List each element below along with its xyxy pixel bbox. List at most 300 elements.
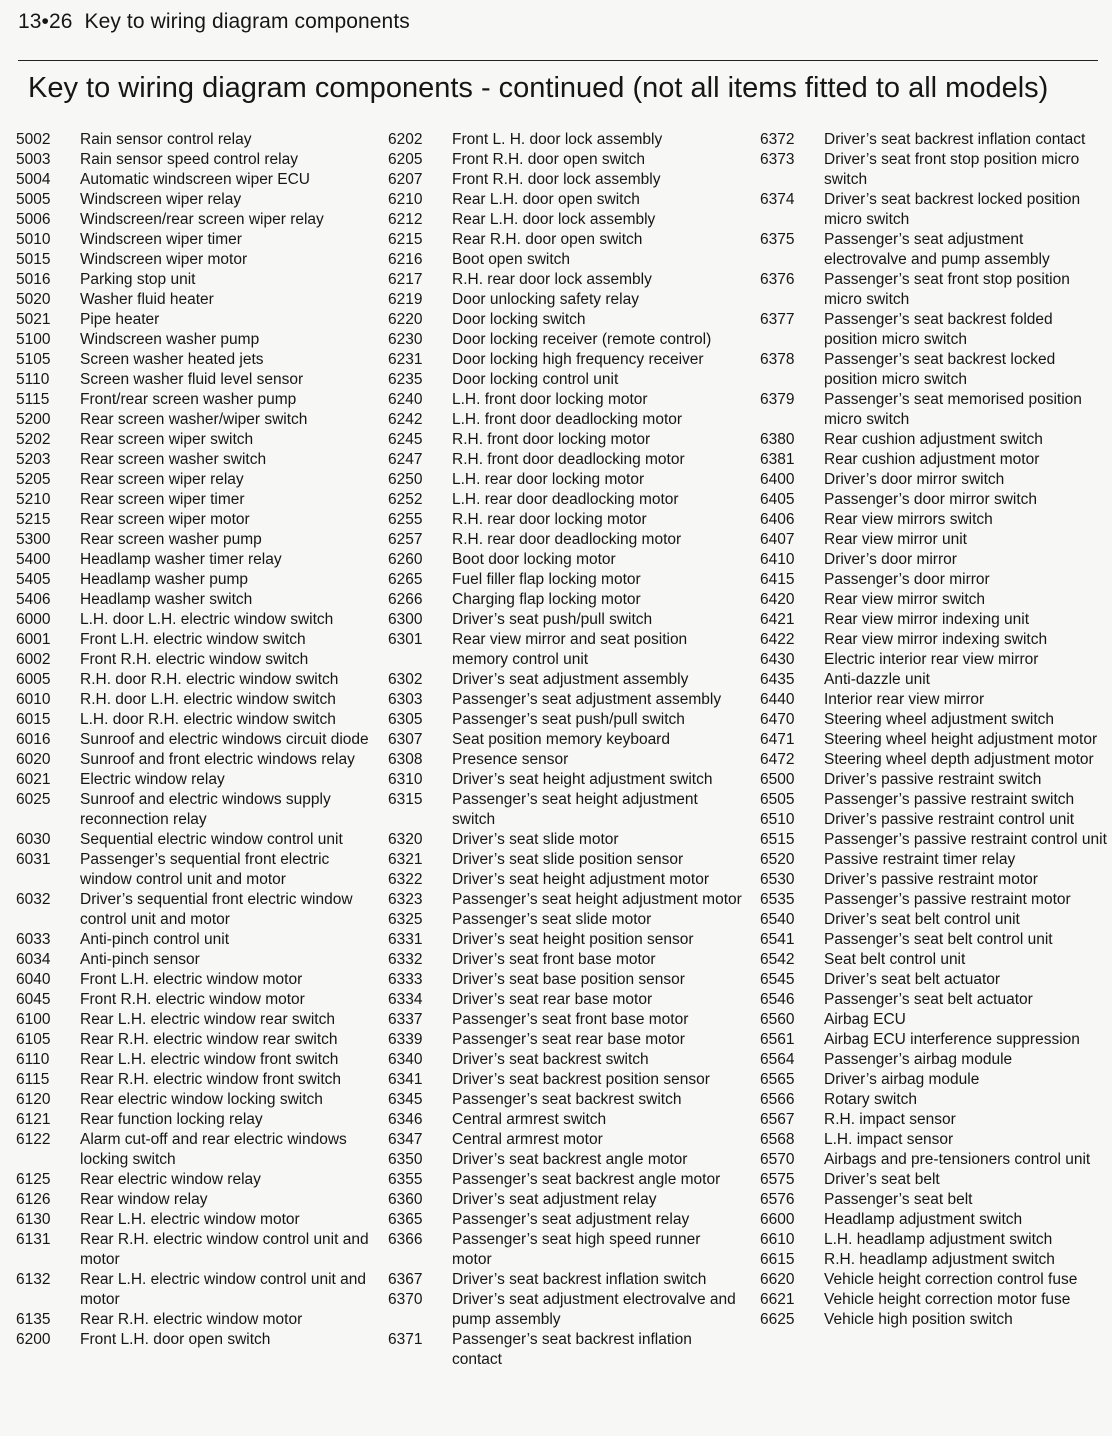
component-code: 6339 (388, 1031, 423, 1048)
component-code: 6373 (760, 151, 795, 168)
component-description: R.H. rear door deadlocking motor (452, 531, 682, 548)
list-item (16, 390, 376, 410)
component-code: 6405 (760, 491, 795, 508)
list-item (388, 1110, 744, 1130)
list-item (760, 810, 1110, 830)
list-item (760, 530, 1110, 550)
component-description: Driver’s passive restraint switch (824, 771, 1042, 788)
list-item (388, 450, 744, 470)
component-description: Boot open switch (452, 251, 571, 268)
component-description: Windscreen/rear screen wiper relay (80, 211, 324, 228)
list-item (760, 970, 1110, 990)
component-code: 5406 (16, 591, 51, 608)
component-description: Rear cushion adjustment switch (824, 431, 1043, 448)
list-item (16, 1330, 376, 1350)
component-code: 6245 (388, 431, 423, 448)
component-description: Alarm cut-off and rear electric windows locking switch (80, 1131, 347, 1168)
component-code: 6471 (760, 731, 795, 748)
component-description: Anti-pinch control unit (80, 931, 230, 948)
component-code: 5004 (16, 171, 51, 188)
component-description: Boot door locking motor (452, 551, 616, 568)
list-item (388, 850, 744, 870)
component-description: Rear L.H. door open switch (452, 191, 640, 208)
component-description: Passenger’s seat belt control unit (824, 931, 1053, 948)
component-description: Rain sensor speed control relay (80, 151, 298, 168)
component-code: 6500 (760, 771, 795, 788)
component-code: 6265 (388, 571, 423, 588)
component-description: L.H. front door locking motor (452, 391, 648, 408)
list-item (388, 910, 744, 930)
list-item (760, 1130, 1110, 1150)
list-item (388, 690, 744, 710)
list-item (760, 770, 1110, 790)
component-code: 6378 (760, 351, 795, 368)
list-item (16, 570, 376, 590)
component-description: Front R.H. electric window motor (80, 991, 305, 1008)
list-item (16, 1270, 376, 1310)
component-code: 6541 (760, 931, 795, 948)
list-item (388, 1210, 744, 1230)
component-code: 6240 (388, 391, 423, 408)
list-item (388, 1290, 744, 1330)
component-description: Rear view mirror indexing switch (824, 631, 1048, 648)
component-code: 6025 (16, 791, 51, 808)
component-description: Driver’s seat backrest position sensor (452, 1071, 710, 1088)
component-code: 6315 (388, 791, 423, 808)
component-description: Front/rear screen washer pump (80, 391, 297, 408)
component-code: 6410 (760, 551, 795, 568)
list-item (388, 430, 744, 450)
component-code: 6322 (388, 871, 423, 888)
list-item (16, 1050, 376, 1070)
component-code: 6002 (16, 651, 51, 668)
list-item (388, 950, 744, 970)
list-item (16, 190, 376, 210)
component-description: Front L. H. door lock assembly (452, 131, 663, 148)
component-code: 6033 (16, 931, 51, 948)
component-code: 6561 (760, 1031, 795, 1048)
component-code: 6021 (16, 771, 51, 788)
component-description: Driver’s seat front stop position micro switch (824, 151, 1080, 188)
component-code: 6302 (388, 671, 423, 688)
list-item (16, 770, 376, 790)
component-description: L.H. door R.H. electric window switch (80, 711, 336, 728)
component-code: 6546 (760, 991, 795, 1008)
component-code: 6430 (760, 651, 795, 668)
list-item (16, 850, 376, 890)
list-item (760, 1090, 1110, 1110)
list-item (388, 490, 744, 510)
list-item (16, 1190, 376, 1210)
component-description: Screen washer heated jets (80, 351, 264, 368)
component-code: 6570 (760, 1151, 795, 1168)
list-item (16, 1070, 376, 1090)
list-item (16, 1230, 376, 1270)
component-code: 6564 (760, 1051, 795, 1068)
component-code: 6321 (388, 851, 423, 868)
list-item (760, 890, 1110, 910)
component-description: Passenger’s seat front base motor (452, 1011, 689, 1028)
component-code: 6320 (388, 831, 423, 848)
component-description: Driver’s seat height adjustment motor (452, 871, 710, 888)
list-item (16, 730, 376, 750)
component-description: Sunroof and electric windows circuit diode (80, 731, 369, 748)
component-description: Steering wheel height adjustment motor (824, 731, 1098, 748)
list-item (388, 610, 744, 630)
list-item (388, 1190, 744, 1210)
component-description: Passenger’s seat height adjustment motor (452, 891, 742, 908)
component-description: Screen washer fluid level sensor (80, 371, 304, 388)
component-description: Driver’s seat height position sensor (452, 931, 694, 948)
list-item (388, 290, 744, 310)
list-item (388, 510, 744, 530)
component-description: Rear view mirror and seat position memory control unit (452, 631, 688, 668)
component-code: 5016 (16, 271, 51, 288)
component-description: Passenger’s passive restraint control unit (824, 831, 1107, 848)
list-item (388, 890, 744, 910)
list-item (16, 1170, 376, 1190)
component-code: 6202 (388, 131, 423, 148)
component-code: 6545 (760, 971, 795, 988)
list-item (16, 690, 376, 710)
list-item (760, 710, 1110, 730)
component-code: 6016 (16, 731, 51, 748)
list-item (16, 350, 376, 370)
component-code: 6470 (760, 711, 795, 728)
list-item (388, 770, 744, 790)
component-description: R.H. door R.H. electric window switch (80, 671, 339, 688)
component-code: 6235 (388, 371, 423, 388)
list-item (760, 850, 1110, 870)
list-item (388, 1230, 744, 1270)
list-item (388, 530, 744, 550)
component-description: Rear function locking relay (80, 1111, 263, 1128)
list-item (388, 930, 744, 950)
component-code: 6625 (760, 1311, 795, 1328)
component-description: Passenger’s seat adjustment relay (452, 1211, 690, 1228)
component-description: Presence sensor (452, 751, 569, 768)
component-description: Rear electric window relay (80, 1171, 261, 1188)
list-item (760, 1050, 1110, 1070)
list-item (760, 690, 1110, 710)
list-item (388, 970, 744, 990)
component-code: 6030 (16, 831, 51, 848)
component-code: 6515 (760, 831, 795, 848)
component-description: Parking stop unit (80, 271, 196, 288)
component-code: 6126 (16, 1191, 51, 1208)
component-description: Rear view mirrors switch (824, 511, 993, 528)
component-description: Driver’s seat backrest switch (452, 1051, 649, 1068)
list-item (388, 1010, 744, 1030)
component-code: 6371 (388, 1331, 423, 1348)
component-description: Passenger’s seat front stop position micro switch (824, 271, 1070, 308)
component-code: 6341 (388, 1071, 423, 1088)
component-code: 6131 (16, 1231, 51, 1248)
list-item (760, 190, 1110, 230)
component-description: Rear view mirror switch (824, 591, 986, 608)
component-description: Driver’s passive restraint motor (824, 871, 1038, 888)
list-item (388, 150, 744, 170)
component-code: 6370 (388, 1291, 423, 1308)
component-code: 6250 (388, 471, 423, 488)
component-code: 6040 (16, 971, 51, 988)
component-column-2 (388, 130, 744, 1370)
component-description: Rear electric window locking switch (80, 1091, 323, 1108)
component-description: Sequential electric window control unit (80, 831, 343, 848)
list-item (388, 390, 744, 410)
list-item (388, 550, 744, 570)
component-code: 6380 (760, 431, 795, 448)
component-description: R.H. front door deadlocking motor (452, 451, 685, 468)
list-item (388, 1050, 744, 1070)
component-description: Door locking high frequency receiver (452, 351, 704, 368)
component-code: 6200 (16, 1331, 51, 1348)
component-code: 5215 (16, 511, 51, 528)
list-item (16, 330, 376, 350)
list-item (760, 150, 1110, 190)
component-description: Passenger’s seat rear base motor (452, 1031, 685, 1048)
component-description: Passive restraint timer relay (824, 851, 1016, 868)
component-description: Steering wheel adjustment switch (824, 711, 1055, 728)
list-item (16, 1010, 376, 1030)
component-description: Rear R.H. electric window motor (80, 1311, 303, 1328)
component-code: 6110 (16, 1051, 50, 1068)
list-item (16, 310, 376, 330)
component-code: 6242 (388, 411, 423, 428)
component-description: R.H. headlamp adjustment switch (824, 1251, 1055, 1268)
component-code: 6207 (388, 171, 423, 188)
component-description: Washer fluid heater (80, 291, 214, 308)
list-item (388, 870, 744, 890)
list-item (16, 210, 376, 230)
list-item (388, 170, 744, 190)
list-item (388, 310, 744, 330)
component-code: 6422 (760, 631, 795, 648)
list-item (760, 610, 1110, 630)
component-code: 6100 (16, 1011, 51, 1028)
list-item (760, 1210, 1110, 1230)
list-item (760, 1270, 1110, 1290)
component-code: 6332 (388, 951, 423, 968)
list-item (16, 1130, 376, 1170)
component-code: 6421 (760, 611, 795, 628)
component-description: Driver’s seat belt (824, 1171, 940, 1188)
list-item (388, 1150, 744, 1170)
component-description: Rain sensor control relay (80, 131, 252, 148)
list-item (760, 1190, 1110, 1210)
list-item (388, 350, 744, 370)
component-description: Driver’s door mirror (824, 551, 957, 568)
component-description: Sunroof and front electric windows relay (80, 751, 355, 768)
component-description: Front R.H. door open switch (452, 151, 645, 168)
list-item (760, 1150, 1110, 1170)
component-code: 6520 (760, 851, 795, 868)
component-code: 6340 (388, 1051, 423, 1068)
component-code: 6005 (16, 671, 51, 688)
component-code: 5100 (16, 331, 51, 348)
component-description: Central armrest switch (452, 1111, 607, 1128)
component-description: Front L.H. electric window motor (80, 971, 303, 988)
component-code: 5005 (16, 191, 51, 208)
list-item (16, 790, 376, 830)
list-item (16, 510, 376, 530)
component-code: 6337 (388, 1011, 423, 1028)
component-code: 6001 (16, 631, 51, 648)
component-code: 5210 (16, 491, 51, 508)
component-description: Door unlocking safety relay (452, 291, 639, 308)
component-description: Passenger’s door mirror (824, 571, 990, 588)
component-code: 6205 (388, 151, 423, 168)
component-code: 6219 (388, 291, 423, 308)
component-code: 6323 (388, 891, 423, 908)
component-code: 6350 (388, 1151, 423, 1168)
component-description: Anti-dazzle unit (824, 671, 930, 688)
list-item (16, 750, 376, 770)
list-item (760, 510, 1110, 530)
component-description: Windscreen washer pump (80, 331, 260, 348)
component-description: Rear L.H. electric window rear switch (80, 1011, 335, 1028)
page-header (18, 10, 410, 34)
component-code: 6566 (760, 1091, 795, 1108)
component-description: Passenger’s seat memorised position micro switch (824, 391, 1082, 428)
component-code: 6034 (16, 951, 51, 968)
component-code: 6406 (760, 511, 795, 528)
page-title: Key to wiring diagram components - continued (not all items fitted to all models) (28, 72, 1049, 104)
component-code: 6031 (16, 851, 51, 868)
list-item (388, 830, 744, 850)
component-code: 6125 (16, 1171, 51, 1188)
list-item (388, 590, 744, 610)
list-item (760, 230, 1110, 270)
component-code: 6010 (16, 691, 51, 708)
component-description: Driver’s seat backrest angle motor (452, 1151, 688, 1168)
list-item (760, 1170, 1110, 1190)
list-item (16, 1030, 376, 1050)
component-description: Airbags and pre-tensioners control unit (824, 1151, 1091, 1168)
list-item (760, 1250, 1110, 1270)
component-description: Driver’s seat height adjustment switch (452, 771, 713, 788)
component-code: 6307 (388, 731, 423, 748)
list-item (388, 790, 744, 830)
component-code: 6257 (388, 531, 423, 548)
component-description: R.H. impact sensor (824, 1111, 956, 1128)
component-description: Driver’s seat slide motor (452, 831, 619, 848)
list-item (16, 550, 376, 570)
component-description: Driver’s seat backrest inflation switch (452, 1271, 707, 1288)
component-description: Rear L.H. electric window control unit and motor (80, 1271, 367, 1308)
component-code: 6122 (16, 1131, 51, 1148)
component-description: Driver’s seat belt actuator (824, 971, 1001, 988)
component-description: Driver’s airbag module (824, 1071, 980, 1088)
component-description: Vehicle height correction control fuse (824, 1271, 1078, 1288)
component-code: 6308 (388, 751, 423, 768)
component-code: 6115 (16, 1071, 50, 1088)
list-item (760, 1070, 1110, 1090)
component-description: Headlamp washer timer relay (80, 551, 282, 568)
component-code: 6621 (760, 1291, 795, 1308)
component-description: Passenger’s sequential front electric window control unit and motor (80, 851, 330, 888)
component-code: 6000 (16, 611, 51, 628)
list-item (388, 370, 744, 390)
list-item (388, 1090, 744, 1110)
component-description: L.H. door L.H. electric window switch (80, 611, 334, 628)
component-description: Rear screen washer pump (80, 531, 262, 548)
component-code: 5300 (16, 531, 51, 548)
component-code: 6300 (388, 611, 423, 628)
list-item (760, 1290, 1110, 1310)
component-code: 6230 (388, 331, 423, 348)
list-item (388, 1070, 744, 1090)
component-description: R.H. front door locking motor (452, 431, 651, 448)
component-description: Passenger’s airbag module (824, 1051, 1013, 1068)
list-item (388, 230, 744, 250)
component-code: 6576 (760, 1191, 795, 1208)
component-description: Vehicle height correction motor fuse (824, 1291, 1071, 1308)
component-description: Driver’s seat push/pull switch (452, 611, 653, 628)
component-code: 6217 (388, 271, 423, 288)
component-description: Front R.H. door lock assembly (452, 171, 661, 188)
component-code: 6365 (388, 1211, 423, 1228)
component-description: Rear screen wiper relay (80, 471, 244, 488)
list-item (388, 670, 744, 690)
list-item (760, 630, 1110, 650)
component-code: 6325 (388, 911, 423, 928)
component-description: Driver’s seat rear base motor (452, 991, 653, 1008)
component-code: 6375 (760, 231, 795, 248)
list-item (16, 650, 376, 670)
list-item (16, 950, 376, 970)
list-item (388, 710, 744, 730)
component-description: Rear R.H. electric window rear switch (80, 1031, 338, 1048)
component-code: 6377 (760, 311, 795, 328)
component-description: Headlamp washer switch (80, 591, 253, 608)
component-code: 6440 (760, 691, 795, 708)
list-item (16, 1310, 376, 1330)
list-item (16, 490, 376, 510)
list-item (16, 1090, 376, 1110)
component-code: 6376 (760, 271, 795, 288)
component-description: Rear R.H. electric window control unit and motor (80, 1231, 369, 1268)
component-code: 6565 (760, 1071, 795, 1088)
component-description: Rear window relay (80, 1191, 208, 1208)
component-code: 6216 (388, 251, 423, 268)
list-item (760, 870, 1110, 890)
list-item (760, 1110, 1110, 1130)
component-description: Driver’s seat slide position sensor (452, 851, 684, 868)
component-code: 6400 (760, 471, 795, 488)
component-description: Windscreen wiper relay (80, 191, 242, 208)
component-code: 6305 (388, 711, 423, 728)
list-item (388, 410, 744, 430)
list-item (16, 1110, 376, 1130)
list-item (16, 130, 376, 150)
component-code: 6215 (388, 231, 423, 248)
list-item (388, 570, 744, 590)
component-column-1 (16, 130, 376, 1350)
header-rule (18, 60, 1098, 61)
list-item (388, 1270, 744, 1290)
component-description: L.H. impact sensor (824, 1131, 954, 1148)
component-description: Rear R.H. electric window front switch (80, 1071, 341, 1088)
component-code: 6345 (388, 1091, 423, 1108)
component-code: 5003 (16, 151, 51, 168)
component-code: 6615 (760, 1251, 795, 1268)
list-item (16, 630, 376, 650)
list-item (16, 450, 376, 470)
list-item (16, 430, 376, 450)
component-description: Driver’s seat backrest locked position micro switch (824, 191, 1081, 228)
component-code: 5202 (16, 431, 51, 448)
